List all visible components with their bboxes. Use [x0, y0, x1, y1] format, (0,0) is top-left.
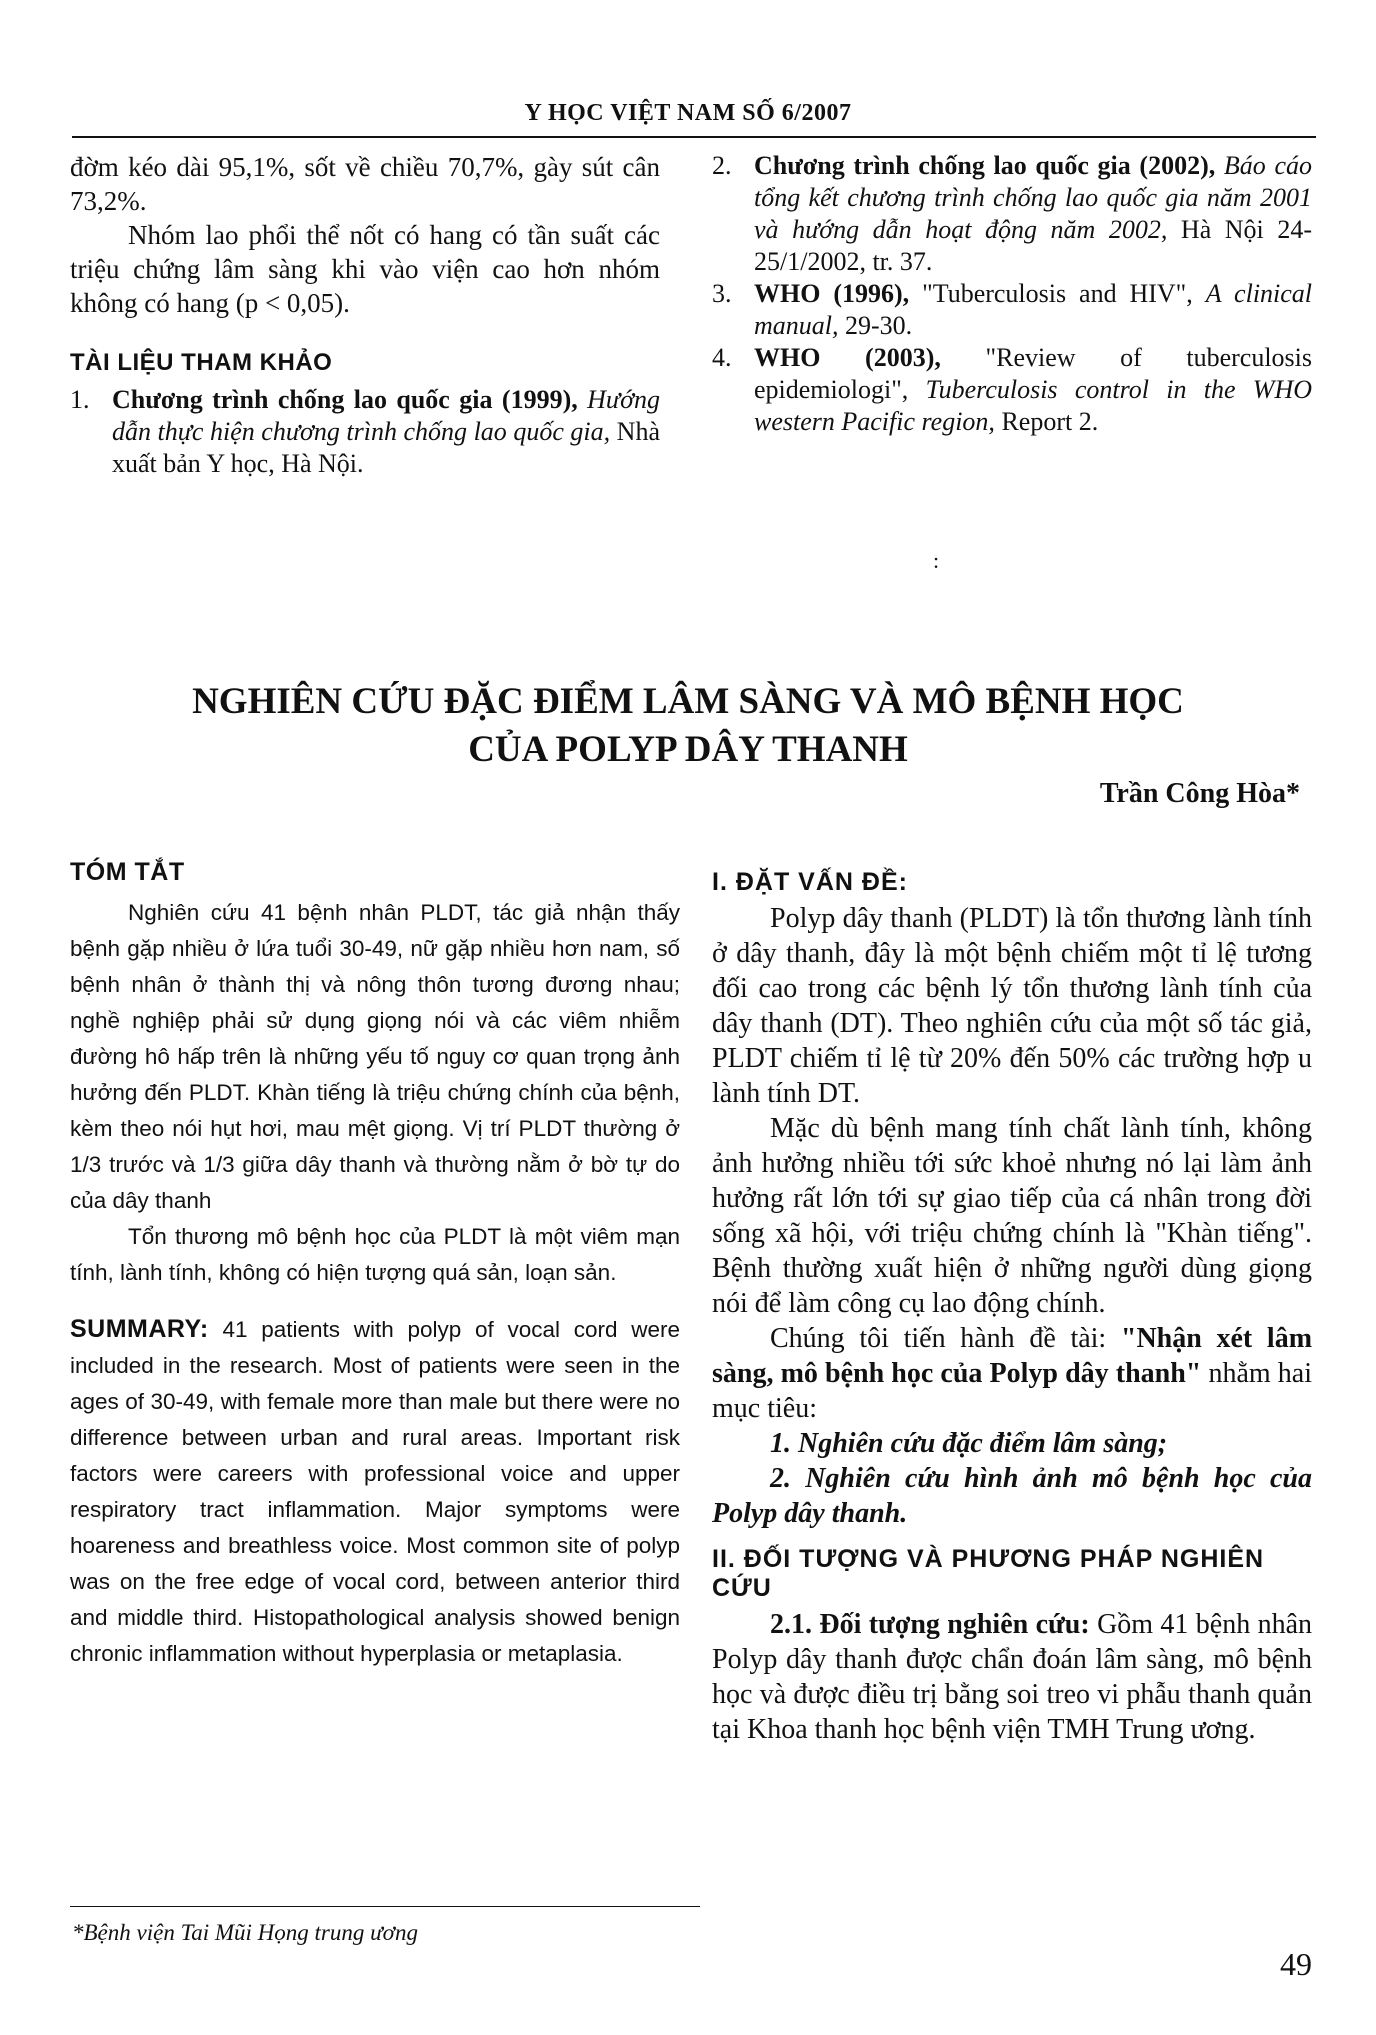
summary-text: 41 patients with polyp of vocal cord were included in the research. Most of patients were seen in the ages of 30-49, with female more than male but there were no difference between urban and rural areas. Important risk factors were careers with professional voice and upper respiratory tract inflammation. Major symptoms were hoareness and breathless voice. Most common site of polyp was on the free edge of vocal cord, between anterior third and middle third. Histopathological analysis showed benign chronic inflammation without hyperplasia or metaplasia.: [70, 1317, 680, 1666]
abstract-paragraph: Nghiên cứu 41 bệnh nhân PLDT, tác giả nhận thấy bệnh gặp nhiều ở lứa tuổi 30-49, nữ gặp nhiều hơn nam, số bệnh nhân ở thành thị và nông thôn tương đương nhau; nghề nghiệp phải sử dụng giọng nói và các viêm nhiễm đường hô hấp trên là những yếu tố nguy cơ quan trọng ảnh hưởng đến PLDT. Khàn tiếng là triệu chứng chính của bệnh, kèm theo nói hụt hơi, mau mệt giọng. Vị trí PLDT thường ở 1/3 trước và 1/3 giữa dây thanh và thường nằm ở bờ tự do của dây thanh: [70, 900, 680, 1213]
body-paragraph: [712, 1321, 1312, 1426]
reference-item: [70, 384, 660, 480]
reference-author: WHO (1996),: [754, 279, 910, 308]
reference-article: "Review of tuberculosis epidemiologi",: [754, 343, 1313, 404]
reference-number: 4.: [712, 343, 732, 372]
reference-number: 2.: [712, 151, 732, 180]
section-heading: I. ĐẶT VẤN ĐỀ:: [712, 868, 908, 896]
objective-intro: Chúng tôi tiến hành đề tài:: [770, 1323, 1107, 1354]
study-title: "Nhận xét lâm sàng, mô bệnh học của Polyp dây thanh": [712, 1323, 1313, 1389]
page-number: 49: [1280, 1946, 1312, 1982]
objective-lead: nhằm hai mục tiêu:: [712, 1358, 1312, 1424]
section-text: [712, 901, 1312, 1531]
abstract-heading: TÓM TẮT: [70, 858, 185, 886]
section-text: [712, 1607, 1312, 1747]
reference-source: Hà Nội 24-25/1/2002, tr. 37.: [754, 215, 1312, 276]
body-paragraph: Mặc dù bệnh mang tính chất lành tính, không ảnh hưởng nhiều tới sức khoẻ nhưng nó lại làm ảnh hưởng rất lớn tới sự giao tiếp của cá nhân trong đời sống xã hội, với triệu chứng chính là "Khàn tiếng". Bệnh thường xuất hiện ở những người dùng giọng nói để làm công cụ lao động chính.: [712, 1113, 1312, 1319]
prev-article-left-column: [70, 150, 660, 480]
reference-title: Báo cáo tổng kết chương trình chống lao quốc gia năm 2001 và hướng dẫn hoạt động năm 2002,: [754, 151, 1312, 244]
summary-block: [70, 1311, 680, 1672]
reference-author: WHO (2003),: [754, 343, 941, 372]
section-heading: II. ĐỐI TƯỢNG VÀ PHƯƠNG PHÁP NGHIÊN CỨU: [712, 1545, 1265, 1602]
reference-title: Tuberculosis control in the WHO western Pacific region,: [754, 375, 1312, 436]
reference-title: Hướng dẫn thực hiện chương trình chống lao quốc gia,: [112, 385, 660, 446]
scan-artifact-mark: :: [933, 548, 940, 573]
subsection-label: 2.1. Đối tượng nghiên cứu:: [770, 1609, 1090, 1640]
title-line: NGHIÊN CỨU ĐẶC ĐIỂM LÂM SÀNG VÀ MÔ BỆNH HỌC: [192, 681, 1184, 722]
reference-number: 1.: [70, 385, 90, 414]
reference-source: Report 2.: [1001, 407, 1099, 436]
abstract-column: [70, 858, 680, 1672]
reference-title: A clinical manual,: [754, 279, 1313, 340]
reference-item: [712, 342, 1312, 438]
prev-paragraph: đờm kéo dài 95,1%, sốt về chiều 70,7%, gày sút cân 73,2%.: [70, 152, 660, 216]
running-head: Y HỌC VIỆT NAM SỐ 6/2007: [524, 100, 852, 126]
abstract-paragraph: Tổn thương mô bệnh học của PLDT là một viêm mạn tính, lành tính, không có hiện tượng quá sản, loạn sản.: [70, 1224, 680, 1285]
references-heading: TÀI LIỆU THAM KHẢO: [70, 349, 333, 376]
title-line: CỦA POLYP DÂY THANH: [468, 729, 908, 770]
reference-source: Nhà xuất bản Y học, Hà Nội.: [112, 417, 660, 478]
body-column: [712, 868, 1312, 1747]
reference-author: Chương trình chống lao quốc gia (1999),: [112, 385, 578, 414]
reference-item: [712, 278, 1312, 342]
reference-article: "Tuberculosis and HIV",: [922, 279, 1193, 308]
abstract-text: [70, 895, 680, 1291]
article-title: [0, 678, 1376, 774]
prev-article-right-column: [712, 150, 1312, 438]
subsection-text: Gồm 41 bệnh nhân Polyp dây thanh được chẩn đoán lâm sàng, mô bệnh học và được điều trị bằng soi treo vi phẫu thanh quản tại Khoa thanh học bệnh viện TMH Trung ương.: [712, 1609, 1312, 1745]
footnote: *Bệnh viện Tai Mũi Họng trung ương: [72, 1920, 418, 1945]
summary-label: SUMMARY:: [70, 1315, 209, 1343]
prev-paragraph: Nhóm lao phổi thể nốt có hang có tần suất các triệu chứng lâm sàng khi vào viện cao hơn nhóm không có hang (p < 0,05).: [70, 220, 660, 318]
aim-item: 1. Nghiên cứu đặc điểm lâm sàng;: [770, 1428, 1168, 1459]
reference-number: 3.: [712, 279, 732, 308]
footnote-rule: [70, 1906, 700, 1907]
aims-list: [712, 1426, 1312, 1531]
header-rule: [72, 136, 1316, 138]
author: Trần Công Hòa*: [1099, 778, 1300, 809]
aim-item: 2. Nghiên cứu hình ảnh mô bệnh học của Polyp dây thanh.: [712, 1463, 1312, 1529]
reference-source: 29-30.: [845, 311, 913, 340]
reference-author: Chương trình chống lao quốc gia (2002),: [754, 151, 1216, 180]
reference-item: [712, 150, 1312, 278]
body-paragraph: Polyp dây thanh (PLDT) là tổn thương lành tính ở dây thanh, đây là một bệnh chiếm một tỉ lệ tương đối cao trong các bệnh lý tổn thương lành tính của dây thanh (DT). Theo nghiên cứu của một số tác giả, PLDT chiếm tỉ lệ từ 20% đến 50% các trường hợp u lành tính DT.: [712, 903, 1312, 1109]
